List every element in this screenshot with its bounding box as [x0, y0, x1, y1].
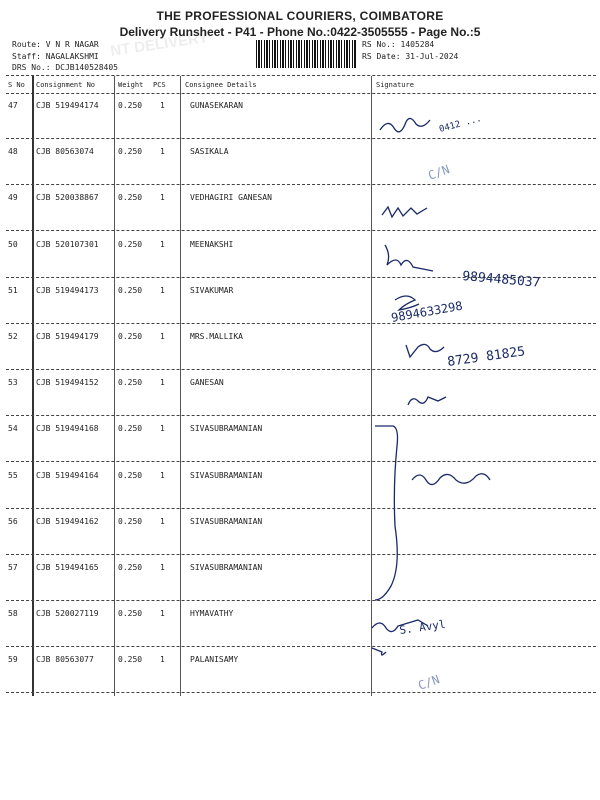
row-consignment-no: CJB 519494165	[36, 563, 99, 572]
row-consignment-no: CJB 520038867	[36, 193, 99, 202]
column-divider	[371, 76, 372, 696]
barcode	[256, 40, 356, 68]
row-sno: 49	[8, 193, 18, 202]
company-title: THE PROFESSIONAL COURIERS, COIMBATORE	[156, 9, 444, 23]
signature-row55	[412, 474, 490, 485]
row-sno: 52	[8, 332, 18, 341]
note-row51: 9894633298	[390, 298, 464, 325]
row-weight: 0.250	[118, 424, 143, 433]
row-sno: 50	[8, 240, 18, 249]
col-header-signature: Signature	[376, 81, 414, 89]
row-consignee: GUNASEKARAN	[190, 101, 243, 110]
row-pcs: 1	[160, 101, 165, 110]
row-weight: 0.250	[118, 609, 143, 618]
signature-row52	[406, 344, 444, 357]
col-header-consignee: Consignee Details	[185, 81, 257, 89]
row-weight: 0.250	[118, 240, 143, 249]
row-consignee: MRS.MALLIKA	[190, 332, 243, 341]
row-separator	[6, 692, 596, 693]
header-rule-bottom	[6, 93, 596, 94]
row-consignment-no: CJB 520107301	[36, 240, 99, 249]
note-row59: C/N	[416, 672, 442, 693]
rs-no-label: RS No.: 1405284	[362, 40, 435, 49]
row-weight: 0.250	[118, 517, 143, 526]
rs-date-label: RS Date: 31-Jul-2024	[362, 52, 459, 61]
row-consignee: SIVASUBRAMANIAN	[190, 517, 263, 526]
row-consignment-no: CJB 519494152	[36, 378, 99, 387]
row-consignee: SIVASUBRAMANIAN	[190, 471, 263, 480]
row-consignee: SASIKALA	[190, 147, 229, 156]
row-sno: 51	[8, 286, 18, 295]
row-pcs: 1	[160, 378, 165, 387]
row-pcs: 1	[160, 286, 165, 295]
row-consignee: MEENAKSHI	[190, 240, 234, 249]
note-row52: 8729 81825	[446, 344, 527, 370]
row-pcs: 1	[160, 563, 165, 572]
note-row47: 0412 ...	[438, 114, 483, 135]
row-sno: 47	[8, 101, 18, 110]
row-pcs: 1	[160, 193, 165, 202]
row-pcs: 1	[160, 517, 165, 526]
row-sno: 48	[8, 147, 18, 156]
row-consignment-no: CJB 519494168	[36, 424, 99, 433]
faded-stamp: NT DELIVERY	[109, 29, 210, 60]
row-consignment-no: CJB 80563074	[36, 147, 94, 156]
row-separator	[6, 508, 596, 509]
row-separator	[6, 230, 596, 231]
row-pcs: 1	[160, 609, 165, 618]
col-header-sno: S No	[8, 81, 25, 89]
row-separator	[6, 323, 596, 324]
note-row48: C/N	[426, 162, 452, 183]
row-sno: 53	[8, 378, 18, 387]
signature-row47	[380, 118, 430, 131]
row-sno: 57	[8, 563, 18, 572]
row-pcs: 1	[160, 332, 165, 341]
signature-row50	[385, 245, 433, 271]
runsheet-subtitle: Delivery Runsheet - P41 - Phone No.:0422-3505555 - Page No.:5	[119, 25, 481, 39]
row-consignee: VEDHAGIRI GANESAN	[190, 193, 272, 202]
row-consignment-no: CJB 519494162	[36, 517, 99, 526]
signature-row51	[395, 296, 419, 310]
row-sno: 55	[8, 471, 18, 480]
row-sno: 58	[8, 609, 18, 618]
row-pcs: 1	[160, 655, 165, 664]
row-weight: 0.250	[118, 563, 143, 572]
row-separator	[6, 461, 596, 462]
row-separator	[6, 277, 596, 278]
column-divider	[180, 76, 181, 696]
signature-bracket-54-57	[375, 426, 398, 600]
col-header-weight: Weight	[118, 81, 144, 89]
row-consignee: GANESAN	[190, 378, 224, 387]
signature-row53	[408, 397, 446, 405]
signature-row58	[372, 620, 428, 632]
row-weight: 0.250	[118, 332, 143, 341]
row-consignment-no: CJB 519494179	[36, 332, 99, 341]
row-pcs: 1	[160, 424, 165, 433]
row-weight: 0.250	[118, 147, 143, 156]
row-separator	[6, 600, 596, 601]
signature-row59	[372, 648, 386, 655]
row-consignment-no: CJB 519494173	[36, 286, 99, 295]
row-consignment-no: CJB 80563077	[36, 655, 94, 664]
row-sno: 56	[8, 517, 18, 526]
row-weight: 0.250	[118, 655, 143, 664]
row-consignee: HYMAVATHY	[190, 609, 234, 618]
row-separator	[6, 554, 596, 555]
row-sno: 54	[8, 424, 18, 433]
drs-label: DRS No.: DCJB140528405	[12, 63, 118, 72]
row-pcs: 1	[160, 240, 165, 249]
row-separator	[6, 138, 596, 139]
row-separator	[6, 646, 596, 647]
row-consignee: SIVAKUMAR	[190, 286, 234, 295]
row-weight: 0.250	[118, 471, 143, 480]
row-weight: 0.250	[118, 193, 143, 202]
row-consignment-no: CJB 519494174	[36, 101, 99, 110]
row-consignment-no: CJB 519494164	[36, 471, 99, 480]
col-header-consignment: Consignment No	[36, 81, 96, 89]
row-weight: 0.250	[118, 101, 143, 110]
row-separator	[6, 369, 596, 370]
row-sno: 59	[8, 655, 18, 664]
note-row50: 9894485037	[461, 269, 541, 291]
route-label: Route: V N R NAGAR	[12, 40, 99, 49]
row-consignee: PALANISAMY	[190, 655, 239, 664]
row-consignment-no: CJB 520027119	[36, 609, 99, 618]
header-rule-top	[6, 75, 596, 76]
row-weight: 0.250	[118, 286, 143, 295]
column-divider	[114, 76, 115, 696]
row-weight: 0.250	[118, 378, 143, 387]
column-divider	[32, 76, 34, 696]
row-pcs: 1	[160, 147, 165, 156]
staff-label: Staff: NAGALAKSHMI	[12, 52, 99, 61]
row-consignee: SIVASUBRAMANIAN	[190, 424, 263, 433]
col-header-pcs: PCS	[153, 81, 166, 89]
row-separator	[6, 184, 596, 185]
row-pcs: 1	[160, 471, 165, 480]
row-separator	[6, 415, 596, 416]
note-row58: S. Avyl	[398, 617, 447, 637]
row-consignee: SIVASUBRAMANIAN	[190, 563, 263, 572]
signature-row49	[382, 207, 427, 217]
